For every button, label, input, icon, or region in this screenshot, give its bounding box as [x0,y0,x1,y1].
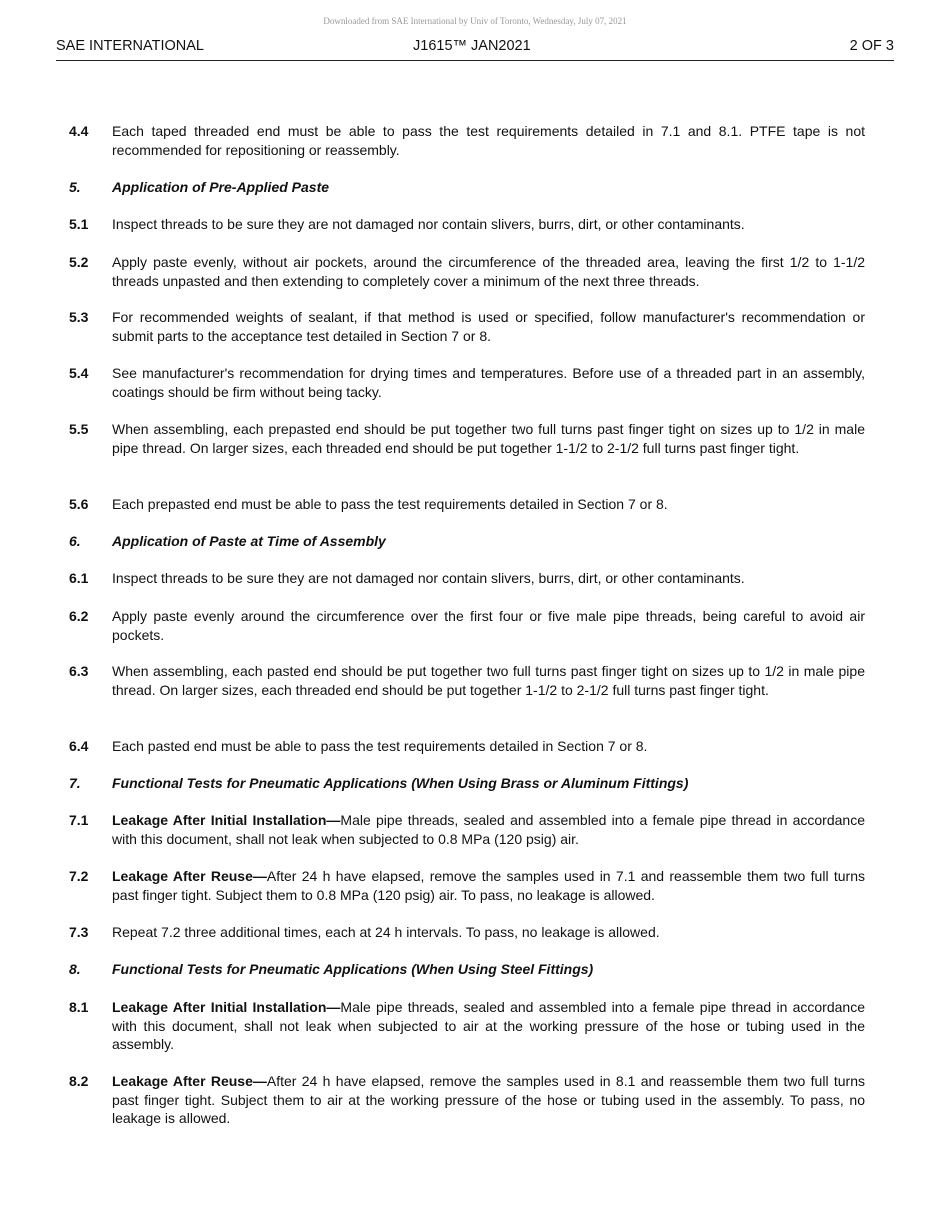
paragraph-body: Male pipe threads, sealed and assembled into a female pipe thread in accordance with this document, shall not leak when subjected to 0.8 MPa (120 psig) air. [112,812,865,847]
paragraph-number: 6.4 [69,738,89,754]
paragraph-7-3 [69,923,865,942]
paragraph-5-6 [69,495,865,514]
section-number: 5. [69,179,81,195]
paragraph-6-3 [69,662,865,699]
section-heading-8 [69,960,865,979]
paragraph-body: After 24 h have elapsed, remove the samples used in 8.1 and reassemble them two full turns past finger tight. Subject them to air at the working pressure of the hose or tubing used in the assembly. To pass, no leakage is allowed. [112,1073,866,1127]
paragraph-text [112,811,865,848]
section-title: Functional Tests for Pneumatic Applications (When Using Brass or Aluminum Fittings) [112,775,689,791]
paragraph-text: Each prepasted end must be able to pass the test requirements detailed in Section 7 or 8. [112,496,668,512]
paragraph-lead: Leakage After Initial Installation— [112,999,341,1015]
paragraph-number: 5.3 [69,309,89,325]
paragraph-8-1 [69,998,865,1054]
paragraph-body: After 24 h have elapsed, remove the samples used in 7.1 and reassemble them two full turns past finger tight. Subject them to 0.8 MPa (120 psig) air. To pass, no leakage is allowed. [112,868,866,903]
paragraph-7-1 [69,811,865,848]
paragraph-number: 5.5 [69,421,89,437]
paragraph-text [112,1072,865,1128]
paragraph-number: 6.3 [69,663,89,679]
paragraph-text: Apply paste evenly, without air pockets, around the circumference of the threaded area, leaving the first 1/2 to 1-1/2 threads unpasted and then extending to completely cover a minimum of the next three threads. [112,254,865,289]
paragraph-number: 7.1 [69,812,89,828]
paragraph-lead: Leakage After Reuse— [112,868,267,884]
paragraph-6-1 [69,569,865,588]
section-title: Functional Tests for Pneumatic Applications (When Using Steel Fittings) [112,961,594,977]
section-title: Application of Pre-Applied Paste [112,179,330,195]
paragraph-7-2 [69,867,865,904]
section-number: 7. [69,775,81,791]
paragraph-5-4 [69,364,865,401]
paragraph-text: Inspect threads to be sure they are not damaged nor contain slivers, burrs, dirt, or other contaminants. [112,216,745,232]
paragraph-text: For recommended weights of sealant, if that method is used or specified, follow manufacturer's recommendation or submit parts to the acceptance test detailed in Section 7 or 8. [112,309,865,344]
header-doc-id: J1615™ JAN2021 [413,38,531,54]
paragraph-number: 5.6 [69,496,89,512]
paragraph-number: 7.2 [69,868,89,884]
paragraph-text: Each taped threaded end must be able to pass the test requirements detailed in 7.1 and 8.1. PTFE tape is not recommended for repositioning or reassembly. [112,123,865,158]
paragraph-5-2 [69,253,865,290]
paragraph-6-2 [69,607,865,644]
paragraph-4-4 [69,122,865,159]
paragraph-text [112,867,865,904]
paragraph-body: Male pipe threads, sealed and assembled into a female pipe thread in accordance with this document, shall not leak when subjected to air at the working pressure of the hose or tubing used in the assembly. [112,999,865,1053]
paragraph-text: Each pasted end must be able to pass the test requirements detailed in Section 7 or 8. [112,738,648,754]
paragraph-lead: Leakage After Initial Installation— [112,812,341,828]
paragraph-5-1 [69,215,865,234]
paragraph-8-2 [69,1072,865,1128]
paragraph-5-5 [69,420,865,457]
paragraph-text: When assembling, each prepasted end should be put together two full turns past finger tight on sizes up to 1/2 in male pipe thread. On larger sizes, each threaded end should be put together 1-1/2 to 2-1/2 full turns past finger tight. [112,421,865,456]
paragraph-lead: Leakage After Reuse— [112,1073,267,1089]
paragraph-5-3 [69,308,865,345]
paragraph-number: 6.1 [69,570,89,586]
paragraph-number: 8.2 [69,1073,89,1089]
section-number: 6. [69,533,81,549]
paragraph-number: 4.4 [69,123,89,139]
paragraph-6-4 [69,737,865,756]
section-title: Application of Paste at Time of Assembly [112,533,386,549]
paragraph-text: Inspect threads to be sure they are not damaged nor contain slivers, burrs, dirt, or other contaminants. [112,570,745,586]
paragraph-text [112,998,865,1054]
header-page-number: 2 OF 3 [849,38,894,54]
section-heading-5 [69,178,865,197]
section-number: 8. [69,961,81,977]
section-heading-7 [69,774,865,793]
paragraph-number: 6.2 [69,608,89,624]
paragraph-text: See manufacturer's recommendation for drying times and temperatures. Before use of a threaded part in an assembly, coatings should be firm without being tacky. [112,365,865,400]
paragraph-text: Apply paste evenly around the circumference over the first four or five male pipe threads, being careful to avoid air pockets. [112,608,865,643]
paragraph-number: 5.2 [69,254,89,270]
paragraph-number: 5.4 [69,365,89,381]
section-heading-6 [69,532,865,551]
download-watermark: Downloaded from SAE International by Univ of Toronto, Wednesday, July 07, 2021 [323,16,627,26]
paragraph-text: Repeat 7.2 three additional times, each at 24 h intervals. To pass, no leakage is allowed. [112,924,660,940]
page-header [56,38,894,61]
paragraph-number: 8.1 [69,999,89,1015]
paragraph-text: When assembling, each pasted end should be put together two full turns past finger tight on sizes up to 1/2 in male pipe thread. On larger sizes, each threaded end should be put together 1-1/2 to 2-1/2 full turns past finger tight. [112,663,865,698]
header-org: SAE INTERNATIONAL [56,38,204,54]
paragraph-number: 5.1 [69,216,89,232]
paragraph-number: 7.3 [69,924,89,940]
